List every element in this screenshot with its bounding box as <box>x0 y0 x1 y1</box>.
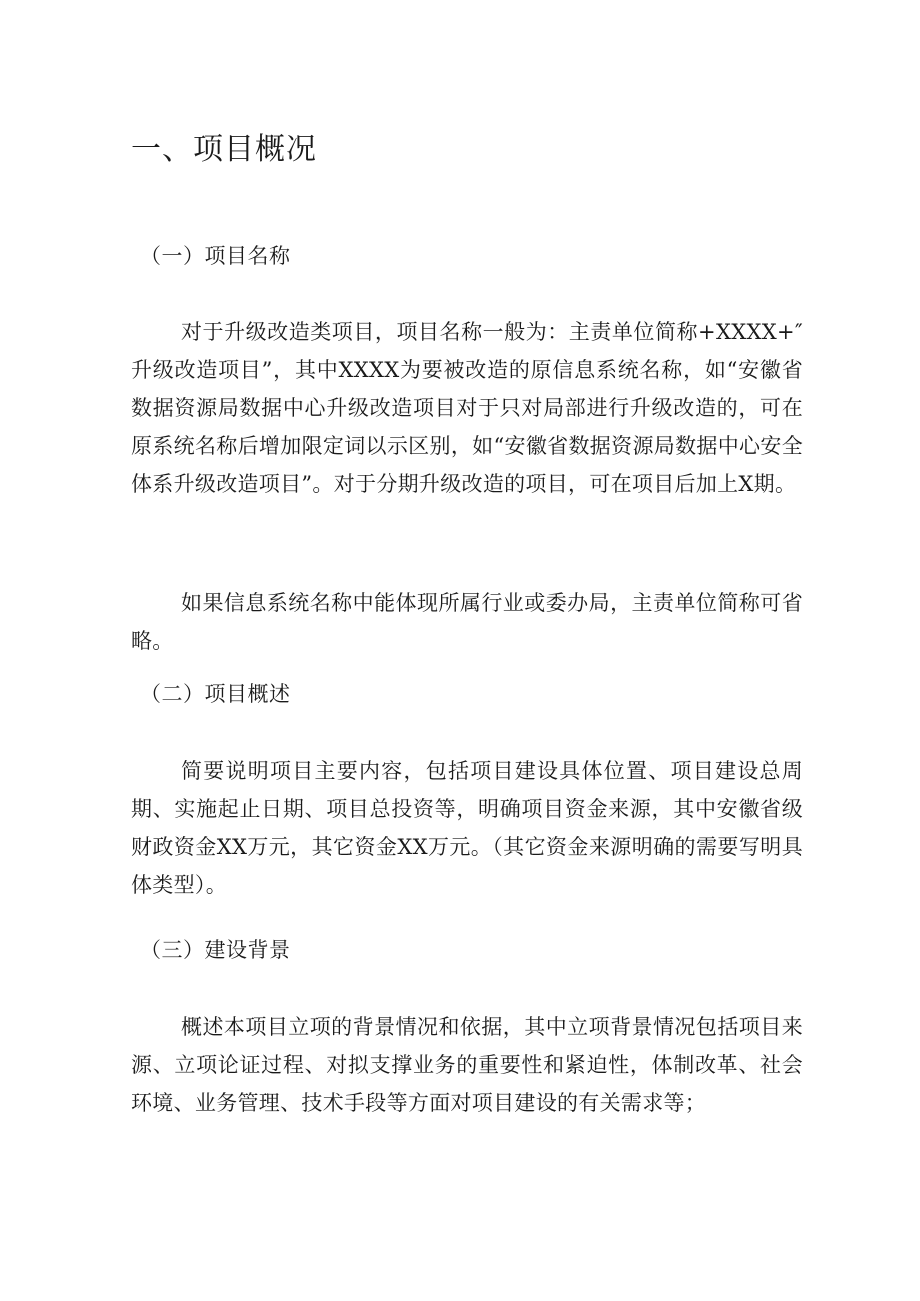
paragraph-project-name-omit: 如果信息系统名称中能体现所属行业或委办局，主责单位简称可省略。 <box>131 591 803 653</box>
paragraph-project-name-rules: 对于升级改造类项目，项目名称一般为：主责单位简称+XXXX+″升级改造项目”，其中XXXX为要被改造的原信息系统名称，如“安徽省数据资源局数据中心升级改造项目对于只对局部进行升级改造的，可在原系统名称后增加限定词以示区别，如“安徽省数据资源局数据中心安全体系升级改造项目”。对于分期升级改造的项目，可在项目后加上X期。 <box>131 320 803 496</box>
section-heading-background: （三）建设背景 <box>140 938 291 962</box>
section-heading-project-overview: （二）项目概述 <box>140 682 291 706</box>
section-heading-project-name: （一）项目名称 <box>140 244 291 268</box>
paragraph-background: 概述本项目立项的背景情况和依据，其中立项背景情况包括项目来源、立项论证过程、对拟支撑业务的重要性和紧迫性，体制改革、社会环境、业务管理、技术手段等方面对项目建设的有关需求等； <box>131 1015 803 1115</box>
paragraph-project-overview: 简要说明项目主要内容，包括项目建设具体位置、项目建设总周期、实施起止日期、项目总投资等，明确项目资金来源，其中安徽省级财政资金XX万元，其它资金XX万元。（其它资金来源明确的需要写明具体类型）。 <box>131 759 803 897</box>
page-title: 一、项目概况 <box>131 132 317 167</box>
